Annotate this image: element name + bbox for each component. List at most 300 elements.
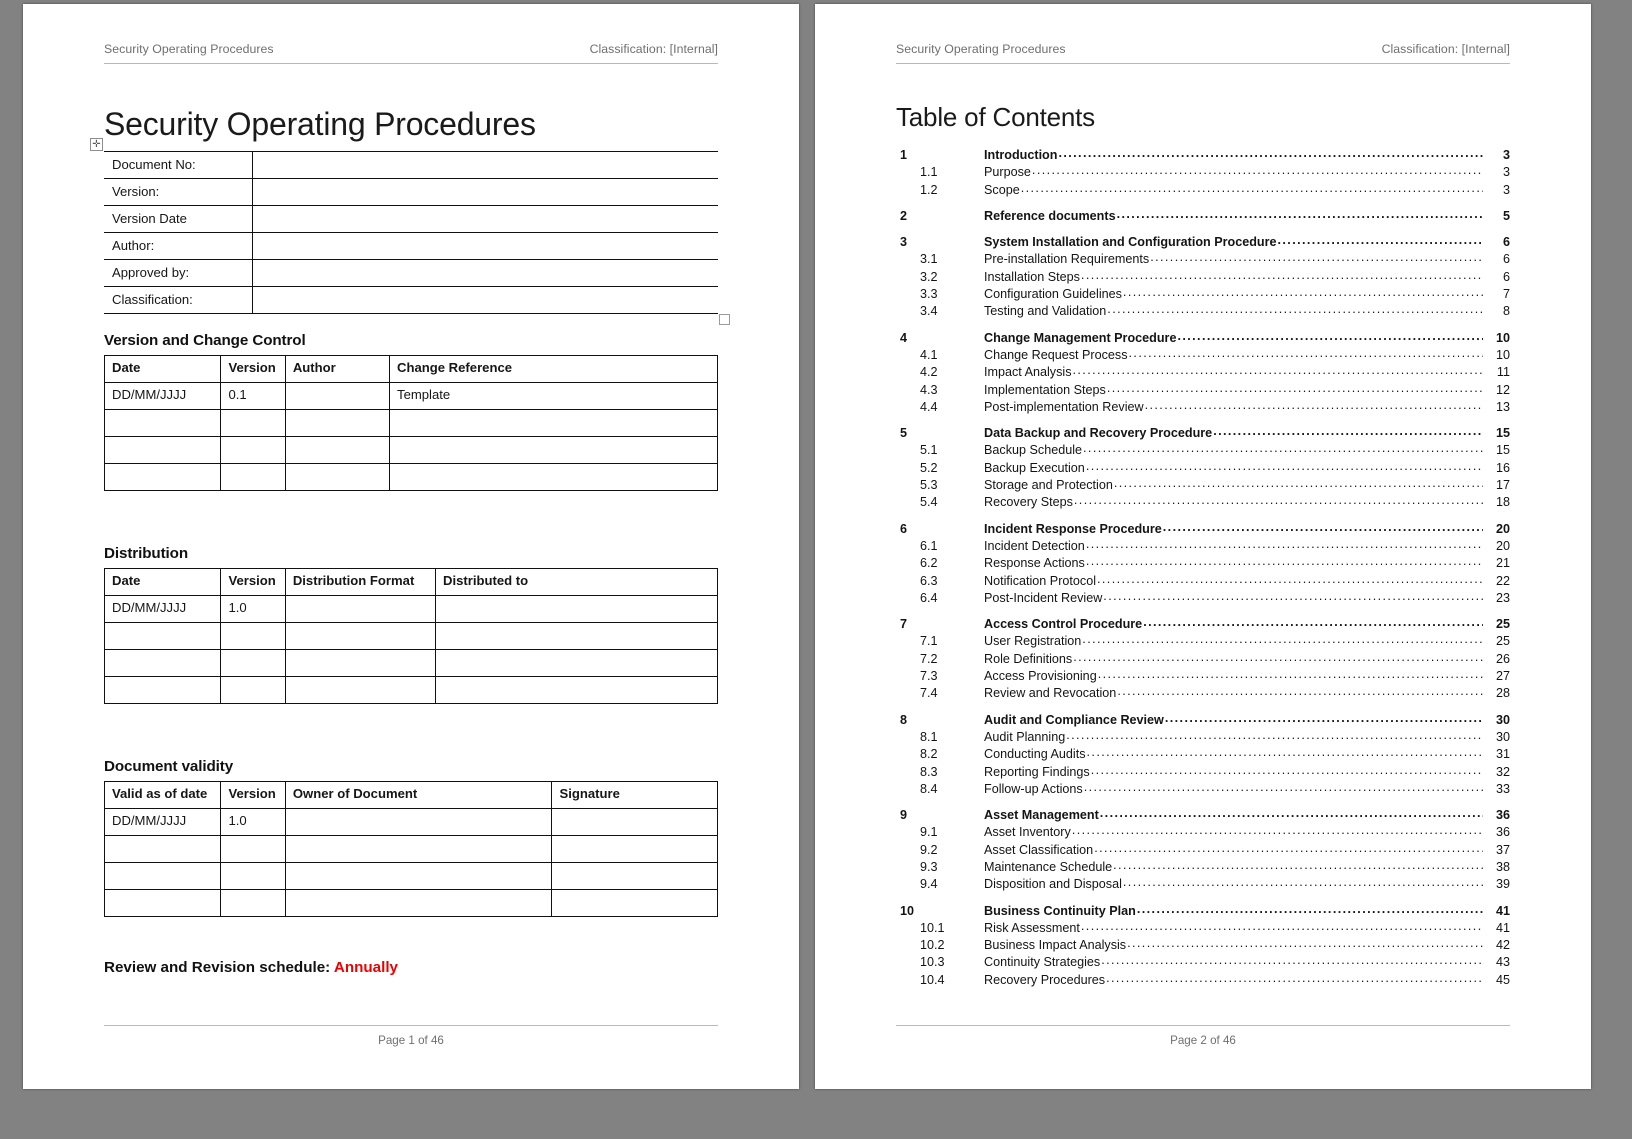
toc-leader-dots bbox=[1103, 588, 1483, 605]
toc-entry-label: Scope bbox=[984, 182, 1020, 197]
header-left-text: Security Operating Procedures bbox=[104, 42, 274, 56]
header-classification-text: Classification: [Internal] bbox=[1381, 42, 1510, 56]
toc-entry-number: 10.3 bbox=[920, 955, 945, 970]
document-metadata-table[interactable] bbox=[104, 151, 718, 314]
toc-entry[interactable] bbox=[896, 972, 1510, 989]
header-left-text: Security Operating Procedures bbox=[896, 42, 1066, 56]
toc-entry-number: 10.2 bbox=[920, 938, 945, 953]
table-cell[interactable] bbox=[105, 649, 221, 676]
toc-entry-label: System Installation and Configuration Procedure bbox=[984, 235, 1277, 250]
table-row bbox=[104, 178, 718, 205]
table-header-row bbox=[105, 568, 718, 595]
toc-entry-page: 36 bbox=[1495, 808, 1510, 823]
table-row bbox=[105, 889, 718, 916]
toc-entry-label: Access Control Procedure bbox=[984, 617, 1143, 632]
toc-leader-dots bbox=[1021, 180, 1483, 197]
table-row bbox=[105, 463, 718, 490]
page-header bbox=[896, 42, 1510, 64]
toc-entry-number: 1.1 bbox=[920, 165, 938, 180]
column-header: Date bbox=[105, 568, 221, 595]
toc-leader-dots bbox=[1072, 822, 1483, 839]
column-header: Date bbox=[105, 355, 221, 382]
table-cell[interactable]: 0.1 bbox=[221, 382, 285, 409]
review-schedule-label: Review and Revision schedule: bbox=[104, 958, 334, 976]
table-cell[interactable] bbox=[285, 436, 389, 463]
table-cell[interactable]: DD/MM/JJJJ bbox=[105, 382, 221, 409]
column-header: Version bbox=[221, 781, 285, 808]
table-cell[interactable] bbox=[390, 436, 718, 463]
toc-entry-label: Maintenance Schedule bbox=[984, 859, 1113, 874]
toc-entry-label: Review and Revocation bbox=[984, 686, 1117, 701]
toc-entry-number: 4 bbox=[900, 330, 908, 345]
toc-leader-dots bbox=[1150, 249, 1483, 266]
toc-entry-number: 3.1 bbox=[920, 252, 938, 267]
toc-entry-page: 43 bbox=[1495, 955, 1510, 970]
toc-entry-label: Business Continuity Plan bbox=[984, 903, 1136, 918]
toc-leader-dots bbox=[1073, 362, 1484, 379]
table-cell[interactable] bbox=[552, 835, 718, 862]
document-validity-table[interactable] bbox=[104, 781, 718, 917]
table-cell[interactable] bbox=[436, 622, 718, 649]
table-cell[interactable] bbox=[285, 649, 435, 676]
toc-entry[interactable] bbox=[896, 303, 1510, 320]
toc-leader-dots bbox=[1081, 918, 1483, 935]
toc-entry-label: Continuity Strategies bbox=[984, 955, 1101, 970]
toc-entry-number: 8.2 bbox=[920, 747, 938, 762]
toc-entry-number: 10.4 bbox=[920, 972, 945, 987]
toc-entry[interactable] bbox=[896, 590, 1510, 607]
toc-entry-page: 6 bbox=[1502, 269, 1510, 284]
toc-leader-dots bbox=[1100, 805, 1483, 822]
metadata-value-cell[interactable] bbox=[252, 259, 718, 286]
column-header: Change Reference bbox=[390, 355, 718, 382]
toc-entry-label: Installation Steps bbox=[984, 269, 1080, 284]
table-cell[interactable] bbox=[285, 622, 435, 649]
toc-entry-label: Change Management Procedure bbox=[984, 330, 1177, 345]
table-cell[interactable] bbox=[105, 463, 221, 490]
table-cell[interactable] bbox=[105, 676, 221, 703]
toc-leader-dots bbox=[1058, 145, 1483, 162]
table-cell[interactable] bbox=[436, 676, 718, 703]
table-header-row bbox=[105, 355, 718, 382]
toc-entry-number: 5.3 bbox=[920, 478, 938, 493]
toc-entry-label: Risk Assessment bbox=[984, 920, 1080, 935]
toc-entry-page: 33 bbox=[1495, 781, 1510, 796]
toc-entry-number: 6.1 bbox=[920, 538, 938, 553]
toc-entry-number: 6 bbox=[900, 521, 908, 536]
toc-leader-dots bbox=[1278, 232, 1484, 249]
column-header: Signature bbox=[552, 781, 718, 808]
toc-entry-number: 1 bbox=[900, 148, 908, 162]
table-cell[interactable] bbox=[552, 808, 718, 835]
table-cell[interactable] bbox=[221, 862, 285, 889]
table-cell[interactable] bbox=[436, 595, 718, 622]
toc-entry-label: Recovery Procedures bbox=[984, 972, 1106, 987]
toc-leader-dots bbox=[1087, 744, 1483, 761]
version-control-table-wrapper bbox=[104, 355, 718, 491]
toc-entry-number: 7.4 bbox=[920, 686, 938, 701]
metadata-label-cell: Version Date bbox=[104, 205, 252, 232]
table-row bbox=[105, 835, 718, 862]
table-move-handle-icon[interactable]: ✛ bbox=[90, 138, 103, 151]
toc-entry-label: Recovery Steps bbox=[984, 495, 1073, 510]
toc-entry-page: 3 bbox=[1502, 165, 1510, 180]
toc-entry-label: Purpose bbox=[984, 165, 1031, 180]
table-cell[interactable] bbox=[221, 889, 285, 916]
toc-entry-number: 6.3 bbox=[920, 573, 938, 588]
toc-entry-number: 5.1 bbox=[920, 443, 938, 458]
toc-entry-label: Testing and Validation bbox=[984, 304, 1107, 319]
toc-entry-page: 15 bbox=[1495, 426, 1510, 441]
spacer bbox=[104, 491, 718, 527]
table-cell[interactable]: Template bbox=[390, 382, 718, 409]
toc-leader-dots bbox=[1098, 666, 1483, 683]
toc-leader-dots bbox=[1094, 840, 1483, 857]
column-header: Owner of Document bbox=[285, 781, 552, 808]
review-schedule-value: Annually bbox=[333, 958, 398, 976]
toc-entry-page: 36 bbox=[1495, 825, 1510, 840]
table-cell[interactable] bbox=[285, 835, 552, 862]
table-cell[interactable] bbox=[105, 862, 221, 889]
table-cell[interactable] bbox=[285, 595, 435, 622]
table-cell[interactable] bbox=[221, 835, 285, 862]
toc-entry-page: 30 bbox=[1495, 712, 1510, 727]
table-cell[interactable] bbox=[285, 889, 552, 916]
toc-entry-page: 13 bbox=[1495, 399, 1510, 414]
toc-entry-label: Backup Execution bbox=[984, 460, 1085, 475]
table-cell[interactable] bbox=[285, 808, 552, 835]
table-cell[interactable] bbox=[221, 463, 285, 490]
table-resize-handle-icon[interactable] bbox=[719, 314, 730, 325]
toc-entry-number: 9 bbox=[900, 808, 908, 823]
metadata-label-cell: Document No: bbox=[104, 151, 252, 178]
page-2-footer bbox=[896, 1025, 1510, 1047]
toc-entry-label: Storage and Protection bbox=[984, 478, 1113, 493]
toc-entry[interactable] bbox=[896, 876, 1510, 893]
toc-leader-dots bbox=[1163, 519, 1483, 536]
toc-entry-page: 16 bbox=[1495, 460, 1510, 475]
toc-entry-page: 30 bbox=[1495, 729, 1510, 744]
toc-entry-number: 9.1 bbox=[920, 825, 938, 840]
distribution-head bbox=[105, 568, 718, 595]
toc-entry-number: 10.1 bbox=[920, 920, 945, 935]
table-cell[interactable] bbox=[221, 436, 285, 463]
toc-entry-number: 8.4 bbox=[920, 781, 938, 796]
toc-leader-dots bbox=[1123, 284, 1483, 301]
table-cell[interactable] bbox=[221, 622, 285, 649]
table-cell[interactable] bbox=[105, 409, 221, 436]
toc-leader-dots bbox=[1091, 762, 1483, 779]
toc-entry-number: 7 bbox=[900, 617, 908, 632]
table-of-contents-list bbox=[896, 147, 1510, 989]
toc-entry-label: Audit Planning bbox=[984, 729, 1066, 744]
table-cell[interactable] bbox=[552, 862, 718, 889]
toc-entry-label: Post-implementation Review bbox=[984, 399, 1144, 414]
toc-leader-dots bbox=[1145, 397, 1483, 414]
toc-entry-number: 3.4 bbox=[920, 304, 938, 319]
toc-leader-dots bbox=[1143, 614, 1483, 631]
toc-entry-page: 26 bbox=[1495, 651, 1510, 666]
table-cell[interactable]: 1.0 bbox=[221, 808, 285, 835]
toc-leader-dots bbox=[1127, 935, 1483, 952]
page-1-body bbox=[92, 90, 718, 999]
toc-entry-page: 41 bbox=[1495, 903, 1510, 918]
toc-entry-label: Business Impact Analysis bbox=[984, 938, 1127, 953]
toc-entry-label: Asset Inventory bbox=[984, 825, 1071, 840]
toc-entry-label: Asset Classification bbox=[984, 842, 1094, 857]
table-row bbox=[105, 622, 718, 649]
page-1-footer bbox=[104, 1025, 718, 1047]
table-row bbox=[104, 259, 718, 286]
toc-entry-page: 12 bbox=[1495, 382, 1510, 397]
distribution-table-wrapper bbox=[104, 568, 718, 704]
toc-entry-label: Conducting Audits bbox=[984, 747, 1086, 762]
toc-entry[interactable] bbox=[896, 781, 1510, 798]
version-control-table[interactable] bbox=[104, 355, 718, 491]
column-header: Distribution Format bbox=[285, 568, 435, 595]
table-cell[interactable] bbox=[221, 649, 285, 676]
table-row bbox=[104, 205, 718, 232]
toc-entry-number: 4.2 bbox=[920, 365, 938, 380]
toc-entry-label: Notification Protocol bbox=[984, 573, 1096, 588]
table-cell[interactable]: 1.0 bbox=[221, 595, 285, 622]
toc-leader-dots bbox=[1082, 631, 1483, 648]
distribution-heading: Distribution bbox=[104, 544, 189, 562]
toc-entry-page: 31 bbox=[1495, 747, 1510, 762]
toc-entry-page: 7 bbox=[1502, 287, 1510, 302]
toc-entry-number: 7.3 bbox=[920, 669, 938, 684]
document-page-1[interactable] bbox=[23, 4, 799, 1089]
toc-leader-dots bbox=[1213, 423, 1483, 440]
toc-entry-number: 7.1 bbox=[920, 634, 938, 649]
metadata-rows bbox=[104, 151, 718, 313]
table-row bbox=[105, 409, 718, 436]
toc-entry-number: 3 bbox=[900, 235, 908, 250]
toc-entry-label: Implementation Steps bbox=[984, 382, 1106, 397]
toc-entry-number: 1.2 bbox=[920, 182, 938, 197]
toc-entry-page: 20 bbox=[1495, 538, 1510, 553]
toc-entry-page: 10 bbox=[1495, 347, 1510, 362]
toc-leader-dots bbox=[1165, 710, 1483, 727]
toc-entry-label: Impact Analysis bbox=[984, 365, 1072, 380]
toc-leader-dots bbox=[1123, 874, 1483, 891]
toc-entry-page: 22 bbox=[1495, 573, 1510, 588]
toc-entry-page: 38 bbox=[1495, 859, 1510, 874]
toc-entry-page: 8 bbox=[1502, 304, 1510, 319]
toc-entry-page: 37 bbox=[1495, 842, 1510, 857]
table-cell[interactable] bbox=[105, 835, 221, 862]
toc-entry-number: 6.4 bbox=[920, 590, 938, 605]
toc-entry-page: 5 bbox=[1502, 208, 1510, 223]
table-cell[interactable] bbox=[105, 436, 221, 463]
toc-entry-number: 9.3 bbox=[920, 859, 938, 874]
toc-leader-dots bbox=[1086, 536, 1483, 553]
toc-leader-dots bbox=[1032, 162, 1483, 179]
table-cell[interactable] bbox=[390, 409, 718, 436]
toc-leader-dots bbox=[1107, 301, 1483, 318]
table-cell[interactable] bbox=[221, 676, 285, 703]
toc-entry-number: 2 bbox=[900, 208, 908, 223]
metadata-label-cell: Approved by: bbox=[104, 259, 252, 286]
toc-leader-dots bbox=[1137, 901, 1483, 918]
toc-leader-dots bbox=[1117, 206, 1483, 223]
page-number-text: Page 2 of 46 bbox=[1170, 1034, 1236, 1047]
toc-entry-label: Incident Response Procedure bbox=[984, 521, 1162, 536]
toc-entry-number: 4.3 bbox=[920, 382, 938, 397]
table-cell[interactable] bbox=[436, 649, 718, 676]
table-row bbox=[105, 436, 718, 463]
document-validity-table-wrapper bbox=[104, 781, 718, 917]
toc-leader-dots bbox=[1177, 328, 1483, 345]
table-row bbox=[105, 649, 718, 676]
toc-entry-number: 3.3 bbox=[920, 287, 938, 302]
toc-entry-page: 25 bbox=[1495, 634, 1510, 649]
column-header: Version bbox=[221, 355, 285, 382]
toc-entry-label: Reference documents bbox=[984, 208, 1116, 223]
table-of-contents-title: Table of Contents bbox=[896, 102, 1095, 132]
toc-entry-label: Incident Detection bbox=[984, 538, 1085, 553]
column-header: Version bbox=[221, 568, 285, 595]
table-cell[interactable] bbox=[285, 409, 389, 436]
distribution-body bbox=[105, 595, 718, 703]
table-row bbox=[104, 151, 718, 178]
toc-entry-number: 9.4 bbox=[920, 877, 938, 892]
toc-entry-label: Access Provisioning bbox=[984, 669, 1097, 684]
toc-entry-label: Reporting Findings bbox=[984, 764, 1090, 779]
toc-entry-page: 41 bbox=[1495, 920, 1510, 935]
toc-entry-page: 39 bbox=[1495, 877, 1510, 892]
toc-entry-page: 3 bbox=[1502, 182, 1510, 197]
toc-entry-page: 10 bbox=[1495, 330, 1510, 345]
table-row bbox=[105, 676, 718, 703]
toc-entry-label: Follow-up Actions bbox=[984, 781, 1083, 796]
metadata-label-cell: Author: bbox=[104, 232, 252, 259]
page-title: Security Operating Procedures bbox=[104, 106, 536, 142]
table-row bbox=[105, 808, 718, 835]
toc-leader-dots bbox=[1083, 440, 1483, 457]
version-control-heading: Version and Change Control bbox=[104, 331, 306, 349]
toc-leader-dots bbox=[1107, 380, 1483, 397]
toc-entry-number: 8 bbox=[900, 712, 908, 727]
table-cell[interactable] bbox=[285, 463, 389, 490]
toc-entry-number: 9.2 bbox=[920, 842, 938, 857]
metadata-value-cell[interactable] bbox=[252, 232, 718, 259]
page-header bbox=[104, 42, 718, 64]
toc-entry-page: 23 bbox=[1495, 590, 1510, 605]
toc-leader-dots bbox=[1074, 492, 1483, 509]
toc-entry-label: Post-Incident Review bbox=[984, 590, 1103, 605]
table-cell[interactable]: DD/MM/JJJJ bbox=[105, 808, 221, 835]
toc-entry-label: Backup Schedule bbox=[984, 443, 1083, 458]
toc-entry-label: Introduction bbox=[984, 148, 1058, 162]
toc-leader-dots bbox=[1117, 683, 1483, 700]
toc-leader-dots bbox=[1129, 345, 1483, 362]
column-header: Distributed to bbox=[436, 568, 718, 595]
toc-entry-label: Configuration Guidelines bbox=[984, 287, 1122, 302]
toc-entry-page: 27 bbox=[1495, 669, 1510, 684]
toc-leader-dots bbox=[1081, 267, 1483, 284]
toc-leader-dots bbox=[1086, 553, 1483, 570]
version-control-body bbox=[105, 382, 718, 490]
table-cell[interactable] bbox=[285, 382, 389, 409]
toc-entry-label: Pre-installation Requirements bbox=[984, 252, 1150, 267]
table-cell[interactable] bbox=[285, 676, 435, 703]
toc-entry[interactable] bbox=[896, 182, 1510, 199]
toc-entry-page: 28 bbox=[1495, 686, 1510, 701]
toc-entry-page: 42 bbox=[1495, 938, 1510, 953]
toc-entry-page: 32 bbox=[1495, 764, 1510, 779]
toc-entry-label: Audit and Compliance Review bbox=[984, 712, 1164, 727]
header-classification-text: Classification: [Internal] bbox=[589, 42, 718, 56]
distribution-table[interactable] bbox=[104, 568, 718, 704]
toc-leader-dots bbox=[1073, 649, 1483, 666]
metadata-value-cell[interactable] bbox=[252, 178, 718, 205]
table-cell[interactable] bbox=[285, 862, 552, 889]
toc-leader-dots bbox=[1101, 952, 1483, 969]
toc-entry-page: 6 bbox=[1502, 252, 1510, 267]
toc-entry-number: 5 bbox=[900, 426, 908, 441]
toc-entry-number: 7.2 bbox=[920, 651, 938, 666]
table-cell[interactable] bbox=[390, 463, 718, 490]
table-row bbox=[105, 382, 718, 409]
document-page-2[interactable] bbox=[815, 4, 1591, 1089]
toc-entry-label: Change Request Process bbox=[984, 347, 1128, 362]
toc-leader-dots bbox=[1084, 779, 1483, 796]
metadata-value-cell[interactable] bbox=[252, 151, 718, 178]
toc-entry-number: 8.3 bbox=[920, 764, 938, 779]
toc-entry-number: 4.4 bbox=[920, 399, 938, 414]
table-header-row bbox=[105, 781, 718, 808]
validity-body bbox=[105, 808, 718, 916]
table-row bbox=[105, 862, 718, 889]
toc-entry-label: Asset Management bbox=[984, 808, 1099, 823]
toc-entry[interactable] bbox=[896, 685, 1510, 702]
metadata-label-cell: Classification: bbox=[104, 286, 252, 313]
toc-leader-dots bbox=[1097, 571, 1483, 588]
table-row bbox=[104, 232, 718, 259]
page-number-text: Page 1 of 46 bbox=[378, 1034, 444, 1047]
column-header: Author bbox=[285, 355, 389, 382]
table-cell[interactable] bbox=[105, 889, 221, 916]
toc-entry[interactable] bbox=[896, 399, 1510, 416]
toc-entry-label: User Registration bbox=[984, 634, 1082, 649]
metadata-value-cell[interactable] bbox=[252, 286, 718, 313]
table-cell[interactable] bbox=[221, 409, 285, 436]
toc-entry-page: 17 bbox=[1495, 478, 1510, 493]
toc-entry-label: Data Backup and Recovery Procedure bbox=[984, 426, 1213, 441]
toc-leader-dots bbox=[1086, 458, 1483, 475]
toc-entry[interactable] bbox=[896, 208, 1510, 225]
toc-entry-page: 20 bbox=[1495, 521, 1510, 536]
toc-entry-page: 15 bbox=[1495, 443, 1510, 458]
toc-leader-dots bbox=[1113, 857, 1483, 874]
metadata-label-cell: Version: bbox=[104, 178, 252, 205]
toc-entry-page: 3 bbox=[1502, 148, 1510, 162]
page-2-body bbox=[896, 90, 1510, 999]
validity-head bbox=[105, 781, 718, 808]
document-metadata-table-wrapper bbox=[92, 138, 718, 314]
toc-entry[interactable] bbox=[896, 494, 1510, 511]
toc-entry-number: 4.1 bbox=[920, 347, 938, 362]
review-revision-schedule bbox=[104, 959, 718, 976]
table-cell[interactable] bbox=[552, 889, 718, 916]
table-cell[interactable]: DD/MM/JJJJ bbox=[105, 595, 221, 622]
column-header: Valid as of date bbox=[105, 781, 221, 808]
toc-entry-page: 11 bbox=[1496, 365, 1510, 380]
toc-entry-page: 18 bbox=[1495, 495, 1510, 510]
table-cell[interactable] bbox=[105, 622, 221, 649]
metadata-value-cell[interactable] bbox=[252, 205, 718, 232]
